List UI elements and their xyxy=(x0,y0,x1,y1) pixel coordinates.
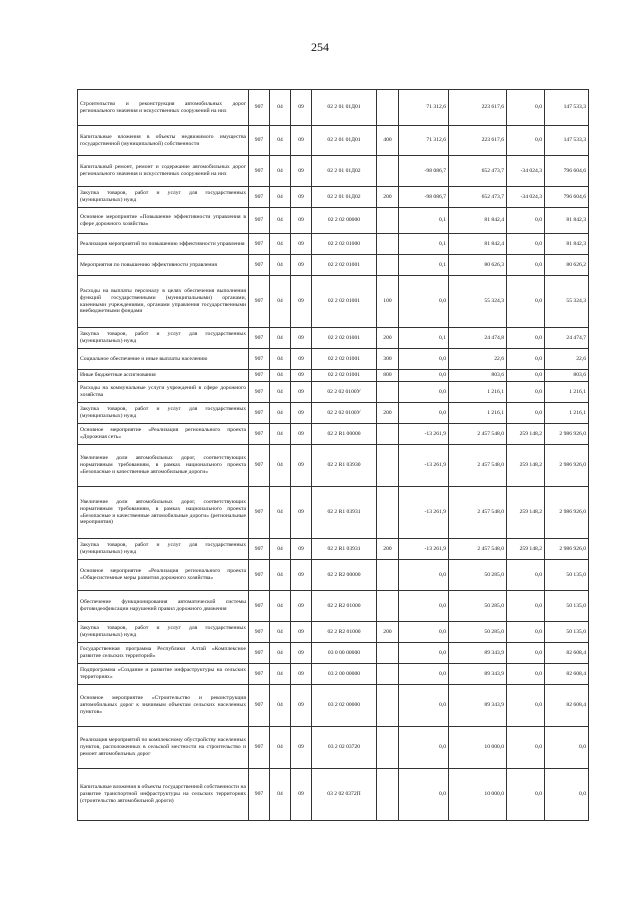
table-row xyxy=(78,591,589,622)
cell-section: 04 xyxy=(270,234,291,255)
cell-amount-3: 0,0 xyxy=(507,403,545,424)
cell-amount-3: 0,0 xyxy=(507,727,545,769)
cell-amount-3: 0,0 xyxy=(507,643,545,664)
cell-amount-1: 0,0 xyxy=(399,349,449,370)
cell-amount-1: 71 312,6 xyxy=(399,90,449,126)
cell-amount-2: 50 285,0 xyxy=(449,560,507,591)
table-row xyxy=(78,769,589,821)
cell-subsection: 09 xyxy=(291,685,312,727)
cell-name: Расходы на коммунальные услуги учреждений в сфере дорожного хозяйства xyxy=(78,382,249,403)
cell-name: Подпрограмма «Создание и развитие инфраструктуры на сельских территориях» xyxy=(78,664,249,685)
cell-amount-2: 80 626,3 xyxy=(449,255,507,276)
cell-subsection: 09 xyxy=(291,187,312,208)
cell-subsection: 09 xyxy=(291,156,312,187)
cell-subsection: 09 xyxy=(291,126,312,156)
cell-expense-type: 200 xyxy=(377,403,399,424)
cell-name: Капитальные вложения в объекты государственной собственности на развитие транспортной инфраструктуры на сельских территориях (строительство автомобильной дороги) xyxy=(78,769,249,821)
cell-subsection: 09 xyxy=(291,445,312,487)
cell-section: 04 xyxy=(270,487,291,539)
cell-admin-code: 907 xyxy=(249,403,270,424)
cell-target-article: 03 2 02 03720 xyxy=(312,727,377,769)
cell-amount-1: 0,0 xyxy=(399,591,449,622)
cell-name: Основное мероприятие «Повышение эффективности управления в сфере дорожного хозяйства» xyxy=(78,208,249,234)
cell-expense-type xyxy=(377,643,399,664)
cell-section: 04 xyxy=(270,560,291,591)
table-row xyxy=(78,403,589,424)
cell-amount-3: 0,0 xyxy=(507,664,545,685)
cell-admin-code: 907 xyxy=(249,622,270,643)
cell-admin-code: 907 xyxy=(249,445,270,487)
cell-name: Основное мероприятие «Строительство и реконструкция автомобильных дорог к значимым объектам сельских населенных пунктов» xyxy=(78,685,249,727)
cell-amount-2: 2 457 548,0 xyxy=(449,539,507,560)
cell-amount-1: 71 312,6 xyxy=(399,126,449,156)
cell-subsection: 09 xyxy=(291,234,312,255)
cell-amount-2: 2 457 548,0 xyxy=(449,445,507,487)
cell-target-article: 02 2 02 01001 xyxy=(312,370,377,382)
cell-expense-type xyxy=(377,382,399,403)
cell-subsection: 09 xyxy=(291,487,312,539)
table-row xyxy=(78,126,589,156)
cell-name: Социальное обеспечение и иные выплаты населению xyxy=(78,349,249,370)
cell-amount-1: 0,0 xyxy=(399,403,449,424)
cell-name: Расходы на выплаты персоналу в целях обеспечения выполнения функций государственными (муниципальными) органами, казенными учреждениями, органами управления государственными внебюджетными фондами xyxy=(78,276,249,328)
cell-admin-code: 907 xyxy=(249,349,270,370)
cell-amount-4: 1 216,1 xyxy=(545,403,589,424)
cell-target-article: 02 2 R2 00000 xyxy=(312,560,377,591)
cell-target-article: 02 2 01 01Д01 xyxy=(312,126,377,156)
cell-amount-1: 0,1 xyxy=(399,234,449,255)
cell-amount-3: 0,0 xyxy=(507,90,545,126)
cell-subsection: 09 xyxy=(291,591,312,622)
cell-amount-3: 0,0 xyxy=(507,328,545,349)
cell-section: 04 xyxy=(270,643,291,664)
cell-subsection: 09 xyxy=(291,664,312,685)
cell-section: 04 xyxy=(270,187,291,208)
cell-expense-type: 200 xyxy=(377,328,399,349)
cell-target-article: 02 2 02 01001 xyxy=(312,276,377,328)
cell-amount-2: 22,6 xyxy=(449,349,507,370)
cell-subsection: 09 xyxy=(291,255,312,276)
cell-admin-code: 907 xyxy=(249,424,270,445)
cell-admin-code: 907 xyxy=(249,276,270,328)
cell-amount-2: 223 617,6 xyxy=(449,126,507,156)
cell-name: Закупка товаров, работ и услуг для государственных (муниципальных) нужд xyxy=(78,403,249,424)
table-row xyxy=(78,727,589,769)
cell-amount-3: 0,0 xyxy=(507,208,545,234)
cell-target-article: 03 2 00 00000 xyxy=(312,664,377,685)
cell-amount-4: 50 135,0 xyxy=(545,622,589,643)
cell-target-article: 02 2 02 0100У xyxy=(312,382,377,403)
cell-name: Реализация мероприятий по повышению эффективности управления xyxy=(78,234,249,255)
cell-admin-code: 907 xyxy=(249,156,270,187)
cell-subsection: 09 xyxy=(291,643,312,664)
table-row xyxy=(78,276,589,328)
cell-amount-4: 147 533,3 xyxy=(545,126,589,156)
cell-admin-code: 907 xyxy=(249,255,270,276)
table-row xyxy=(78,90,589,126)
cell-expense-type xyxy=(377,445,399,487)
cell-subsection: 09 xyxy=(291,370,312,382)
cell-expense-type xyxy=(377,255,399,276)
cell-amount-2: 89 343,9 xyxy=(449,664,507,685)
cell-amount-2: 223 617,6 xyxy=(449,90,507,126)
cell-amount-3: 0,0 xyxy=(507,685,545,727)
table-row xyxy=(78,622,589,643)
cell-amount-3: 0,0 xyxy=(507,370,545,382)
cell-expense-type: 100 xyxy=(377,276,399,328)
cell-target-article: 02 2 R1 00000 xyxy=(312,424,377,445)
cell-name: Закупка товаров, работ и услуг для государственных (муниципальных) нужд xyxy=(78,539,249,560)
cell-admin-code: 907 xyxy=(249,208,270,234)
cell-amount-4: 24 474,7 xyxy=(545,328,589,349)
cell-target-article: 02 2 02 0100У xyxy=(312,403,377,424)
cell-amount-4: 147 533,3 xyxy=(545,90,589,126)
cell-amount-2: 24 474,8 xyxy=(449,328,507,349)
table-row xyxy=(78,487,589,539)
cell-amount-1: 0,0 xyxy=(399,643,449,664)
cell-amount-4: 81 842,3 xyxy=(545,234,589,255)
cell-amount-3: 0,0 xyxy=(507,560,545,591)
cell-admin-code: 907 xyxy=(249,382,270,403)
cell-amount-2: 1 216,1 xyxy=(449,403,507,424)
cell-amount-3: 0,0 xyxy=(507,255,545,276)
cell-target-article: 03 2 02 0372П xyxy=(312,769,377,821)
cell-target-article: 02 2 02 00000 xyxy=(312,208,377,234)
cell-amount-2: 50 285,0 xyxy=(449,622,507,643)
cell-expense-type: 300 xyxy=(377,349,399,370)
cell-expense-type xyxy=(377,424,399,445)
cell-amount-3: 0,0 xyxy=(507,622,545,643)
table-row xyxy=(78,187,589,208)
cell-target-article: 02 2 R1 03930 xyxy=(312,445,377,487)
cell-name: Закупка товаров, работ и услуг для государственных (муниципальных) нужд xyxy=(78,622,249,643)
cell-section: 04 xyxy=(270,591,291,622)
table-body xyxy=(78,90,589,821)
cell-name: Строительство и реконструкция автомобильных дорог регионального значения и искусственных сооружений на них xyxy=(78,90,249,126)
table-row xyxy=(78,685,589,727)
cell-amount-3: 259 148,2 xyxy=(507,445,545,487)
table-row xyxy=(78,539,589,560)
cell-section: 04 xyxy=(270,90,291,126)
cell-amount-4: 80 626,2 xyxy=(545,255,589,276)
cell-admin-code: 907 xyxy=(249,727,270,769)
cell-admin-code: 907 xyxy=(249,370,270,382)
table-row xyxy=(78,664,589,685)
cell-admin-code: 907 xyxy=(249,90,270,126)
cell-name: Обеспечение функционирования автоматической системы фотовидеофиксации нарушений правил дорожного движения xyxy=(78,591,249,622)
table-row xyxy=(78,156,589,187)
table-row xyxy=(78,349,589,370)
cell-admin-code: 907 xyxy=(249,328,270,349)
cell-section: 04 xyxy=(270,255,291,276)
cell-amount-1: -13 261,9 xyxy=(399,445,449,487)
cell-amount-4: 82 608,4 xyxy=(545,685,589,727)
cell-subsection: 09 xyxy=(291,424,312,445)
cell-name: Иные бюджетные ассигнования xyxy=(78,370,249,382)
table-row xyxy=(78,208,589,234)
cell-admin-code: 907 xyxy=(249,643,270,664)
cell-expense-type xyxy=(377,769,399,821)
cell-subsection: 09 xyxy=(291,539,312,560)
table-row xyxy=(78,560,589,591)
cell-section: 04 xyxy=(270,208,291,234)
cell-expense-type: 800 xyxy=(377,370,399,382)
cell-expense-type xyxy=(377,727,399,769)
table-row xyxy=(78,328,589,349)
cell-subsection: 09 xyxy=(291,276,312,328)
cell-amount-4: 0,0 xyxy=(545,769,589,821)
cell-amount-2: 2 457 548,0 xyxy=(449,424,507,445)
cell-admin-code: 907 xyxy=(249,664,270,685)
cell-admin-code: 907 xyxy=(249,126,270,156)
table-row xyxy=(78,255,589,276)
cell-subsection: 09 xyxy=(291,90,312,126)
cell-expense-type xyxy=(377,90,399,126)
table-row xyxy=(78,445,589,487)
cell-subsection: 09 xyxy=(291,382,312,403)
budget-table xyxy=(77,89,589,821)
cell-section: 04 xyxy=(270,156,291,187)
cell-section: 04 xyxy=(270,727,291,769)
page-number: 254 xyxy=(311,40,329,54)
cell-amount-3: 0,0 xyxy=(507,234,545,255)
cell-subsection: 09 xyxy=(291,622,312,643)
table-row xyxy=(78,370,589,382)
cell-amount-1: 0,0 xyxy=(399,727,449,769)
cell-amount-3: 0,0 xyxy=(507,382,545,403)
cell-name: Увеличение доли автомобильных дорог, соответствующих нормативным требованиям, в рамках национального проекта «Безопасные и качественные автомобильные дороги» xyxy=(78,445,249,487)
cell-section: 04 xyxy=(270,539,291,560)
cell-admin-code: 907 xyxy=(249,487,270,539)
cell-amount-2: 803,6 xyxy=(449,370,507,382)
cell-amount-4: 2 986 926,0 xyxy=(545,539,589,560)
cell-amount-4: 796 604,6 xyxy=(545,187,589,208)
cell-amount-1: 0,0 xyxy=(399,560,449,591)
cell-name: Увеличение доли автомобильных дорог, соответствующих нормативным требованиям, в рамках национального проекта «Безопасные и качественные автомобильные дороги» (региональные мероприятия) xyxy=(78,487,249,539)
cell-amount-1: 0,1 xyxy=(399,255,449,276)
cell-section: 04 xyxy=(270,424,291,445)
cell-target-article: 02 2 02 01001 xyxy=(312,349,377,370)
cell-expense-type xyxy=(377,685,399,727)
cell-target-article: 02 2 02 01001 xyxy=(312,255,377,276)
cell-amount-4: 81 842,3 xyxy=(545,208,589,234)
table-row xyxy=(78,424,589,445)
cell-expense-type xyxy=(377,156,399,187)
cell-target-article: 02 2 02 01001 xyxy=(312,328,377,349)
cell-amount-2: 89 343,9 xyxy=(449,685,507,727)
cell-section: 04 xyxy=(270,382,291,403)
cell-subsection: 09 xyxy=(291,328,312,349)
cell-amount-1: 0,0 xyxy=(399,382,449,403)
cell-amount-4: 22,6 xyxy=(545,349,589,370)
cell-amount-2: 10 000,0 xyxy=(449,727,507,769)
cell-amount-4: 796 604,6 xyxy=(545,156,589,187)
cell-name: Капитальный ремонт, ремонт и содержание автомобильных дорог регионального значения и искусственных сооружений на них xyxy=(78,156,249,187)
cell-amount-3: 0,0 xyxy=(507,126,545,156)
cell-expense-type: 200 xyxy=(377,539,399,560)
cell-subsection: 09 xyxy=(291,403,312,424)
cell-amount-1: 0,1 xyxy=(399,328,449,349)
cell-section: 04 xyxy=(270,445,291,487)
cell-amount-3: 0,0 xyxy=(507,769,545,821)
cell-name: Закупка товаров, работ и услуг для государственных (муниципальных) нужд xyxy=(78,328,249,349)
cell-amount-2: 55 324,3 xyxy=(449,276,507,328)
cell-expense-type xyxy=(377,208,399,234)
cell-amount-4: 0,0 xyxy=(545,727,589,769)
cell-amount-4: 803,6 xyxy=(545,370,589,382)
cell-expense-type xyxy=(377,591,399,622)
cell-amount-3: -34 024,3 xyxy=(507,156,545,187)
cell-amount-2: 10 000,0 xyxy=(449,769,507,821)
cell-amount-1: 0,0 xyxy=(399,685,449,727)
cell-expense-type xyxy=(377,664,399,685)
cell-amount-1: 0,0 xyxy=(399,622,449,643)
cell-amount-4: 50 135,0 xyxy=(545,560,589,591)
cell-name: Государственная программа Республики Алтай «Комплексное развитие сельских территорий» xyxy=(78,643,249,664)
cell-expense-type: 400 xyxy=(377,126,399,156)
cell-admin-code: 907 xyxy=(249,560,270,591)
cell-section: 04 xyxy=(270,370,291,382)
cell-amount-1: 0,1 xyxy=(399,208,449,234)
cell-expense-type xyxy=(377,487,399,539)
cell-target-article: 02 2 R2 01000 xyxy=(312,591,377,622)
cell-subsection: 09 xyxy=(291,208,312,234)
cell-amount-2: 1 216,1 xyxy=(449,382,507,403)
cell-admin-code: 907 xyxy=(249,187,270,208)
cell-amount-4: 82 608,4 xyxy=(545,664,589,685)
cell-expense-type: 200 xyxy=(377,187,399,208)
cell-target-article: 02 2 01 01Д01 xyxy=(312,90,377,126)
cell-expense-type xyxy=(377,234,399,255)
cell-name: Основное мероприятие «Реализация регионального проекта «Дорожная сеть» xyxy=(78,424,249,445)
cell-amount-1: -98 086,7 xyxy=(399,156,449,187)
cell-amount-4: 55 324,3 xyxy=(545,276,589,328)
cell-amount-2: 81 842,4 xyxy=(449,208,507,234)
cell-admin-code: 907 xyxy=(249,685,270,727)
cell-amount-2: 89 343,9 xyxy=(449,643,507,664)
cell-amount-1: -98 086,7 xyxy=(399,187,449,208)
cell-admin-code: 907 xyxy=(249,234,270,255)
cell-section: 04 xyxy=(270,276,291,328)
cell-expense-type: 200 xyxy=(377,622,399,643)
cell-admin-code: 907 xyxy=(249,769,270,821)
cell-name: Основное мероприятие «Реализация регионального проекта «Общесистемные меры развития дорожного хозяйства» xyxy=(78,560,249,591)
cell-amount-1: 0,0 xyxy=(399,276,449,328)
cell-amount-3: 0,0 xyxy=(507,591,545,622)
cell-amount-4: 2 986 926,0 xyxy=(545,424,589,445)
cell-target-article: 03 2 02 00000 xyxy=(312,685,377,727)
cell-amount-2: 2 457 548,0 xyxy=(449,487,507,539)
cell-amount-4: 82 608,4 xyxy=(545,643,589,664)
cell-subsection: 09 xyxy=(291,349,312,370)
cell-section: 04 xyxy=(270,685,291,727)
cell-amount-3: 0,0 xyxy=(507,349,545,370)
cell-admin-code: 907 xyxy=(249,591,270,622)
cell-amount-3: 0,0 xyxy=(507,276,545,328)
cell-subsection: 09 xyxy=(291,560,312,591)
cell-amount-3: 259 148,2 xyxy=(507,539,545,560)
cell-target-article: 02 2 R1 03931 xyxy=(312,487,377,539)
cell-amount-2: 652 473,7 xyxy=(449,187,507,208)
cell-name: Закупка товаров, работ и услуг для государственных (муниципальных) нужд xyxy=(78,187,249,208)
cell-amount-3: 259 148,2 xyxy=(507,424,545,445)
cell-section: 04 xyxy=(270,349,291,370)
cell-section: 04 xyxy=(270,403,291,424)
cell-name: Мероприятия по повышению эффективности управления xyxy=(78,255,249,276)
cell-subsection: 09 xyxy=(291,769,312,821)
cell-admin-code: 907 xyxy=(249,539,270,560)
cell-amount-1: -13 261,9 xyxy=(399,424,449,445)
cell-amount-1: -13 261,9 xyxy=(399,539,449,560)
cell-section: 04 xyxy=(270,664,291,685)
cell-section: 04 xyxy=(270,328,291,349)
cell-amount-3: 259 148,2 xyxy=(507,487,545,539)
cell-expense-type xyxy=(377,560,399,591)
cell-target-article: 02 2 R1 03931 xyxy=(312,539,377,560)
cell-name: Реализация мероприятий по комплексному обустройству населенных пунктов, расположенных в сельской местности на строительство и ремонт автомобильных дорог xyxy=(78,727,249,769)
cell-target-article: 03 0 00 00000 xyxy=(312,643,377,664)
table-row xyxy=(78,382,589,403)
cell-target-article: 02 2 R2 01000 xyxy=(312,622,377,643)
table-row xyxy=(78,234,589,255)
cell-subsection: 09 xyxy=(291,727,312,769)
cell-name: Капитальные вложения в объекты недвижимого имущества государственной (муниципальной) собственности xyxy=(78,126,249,156)
cell-amount-1: 0,0 xyxy=(399,664,449,685)
cell-amount-4: 2 986 926,0 xyxy=(545,445,589,487)
cell-section: 04 xyxy=(270,622,291,643)
cell-amount-3: -34 024,3 xyxy=(507,187,545,208)
cell-amount-4: 50 135,0 xyxy=(545,591,589,622)
cell-section: 04 xyxy=(270,769,291,821)
cell-target-article: 02 2 01 01Д02 xyxy=(312,156,377,187)
cell-target-article: 02 2 02 01000 xyxy=(312,234,377,255)
cell-target-article: 02 2 01 01Д02 xyxy=(312,187,377,208)
cell-amount-4: 1 216,1 xyxy=(545,382,589,403)
cell-amount-2: 652 473,7 xyxy=(449,156,507,187)
cell-amount-1: 0,0 xyxy=(399,370,449,382)
cell-amount-1: -13 261,9 xyxy=(399,487,449,539)
cell-amount-2: 81 842,4 xyxy=(449,234,507,255)
cell-amount-4: 2 986 926,0 xyxy=(545,487,589,539)
cell-amount-1: 0,0 xyxy=(399,769,449,821)
cell-section: 04 xyxy=(270,126,291,156)
cell-amount-2: 50 285,0 xyxy=(449,591,507,622)
table-row xyxy=(78,643,589,664)
